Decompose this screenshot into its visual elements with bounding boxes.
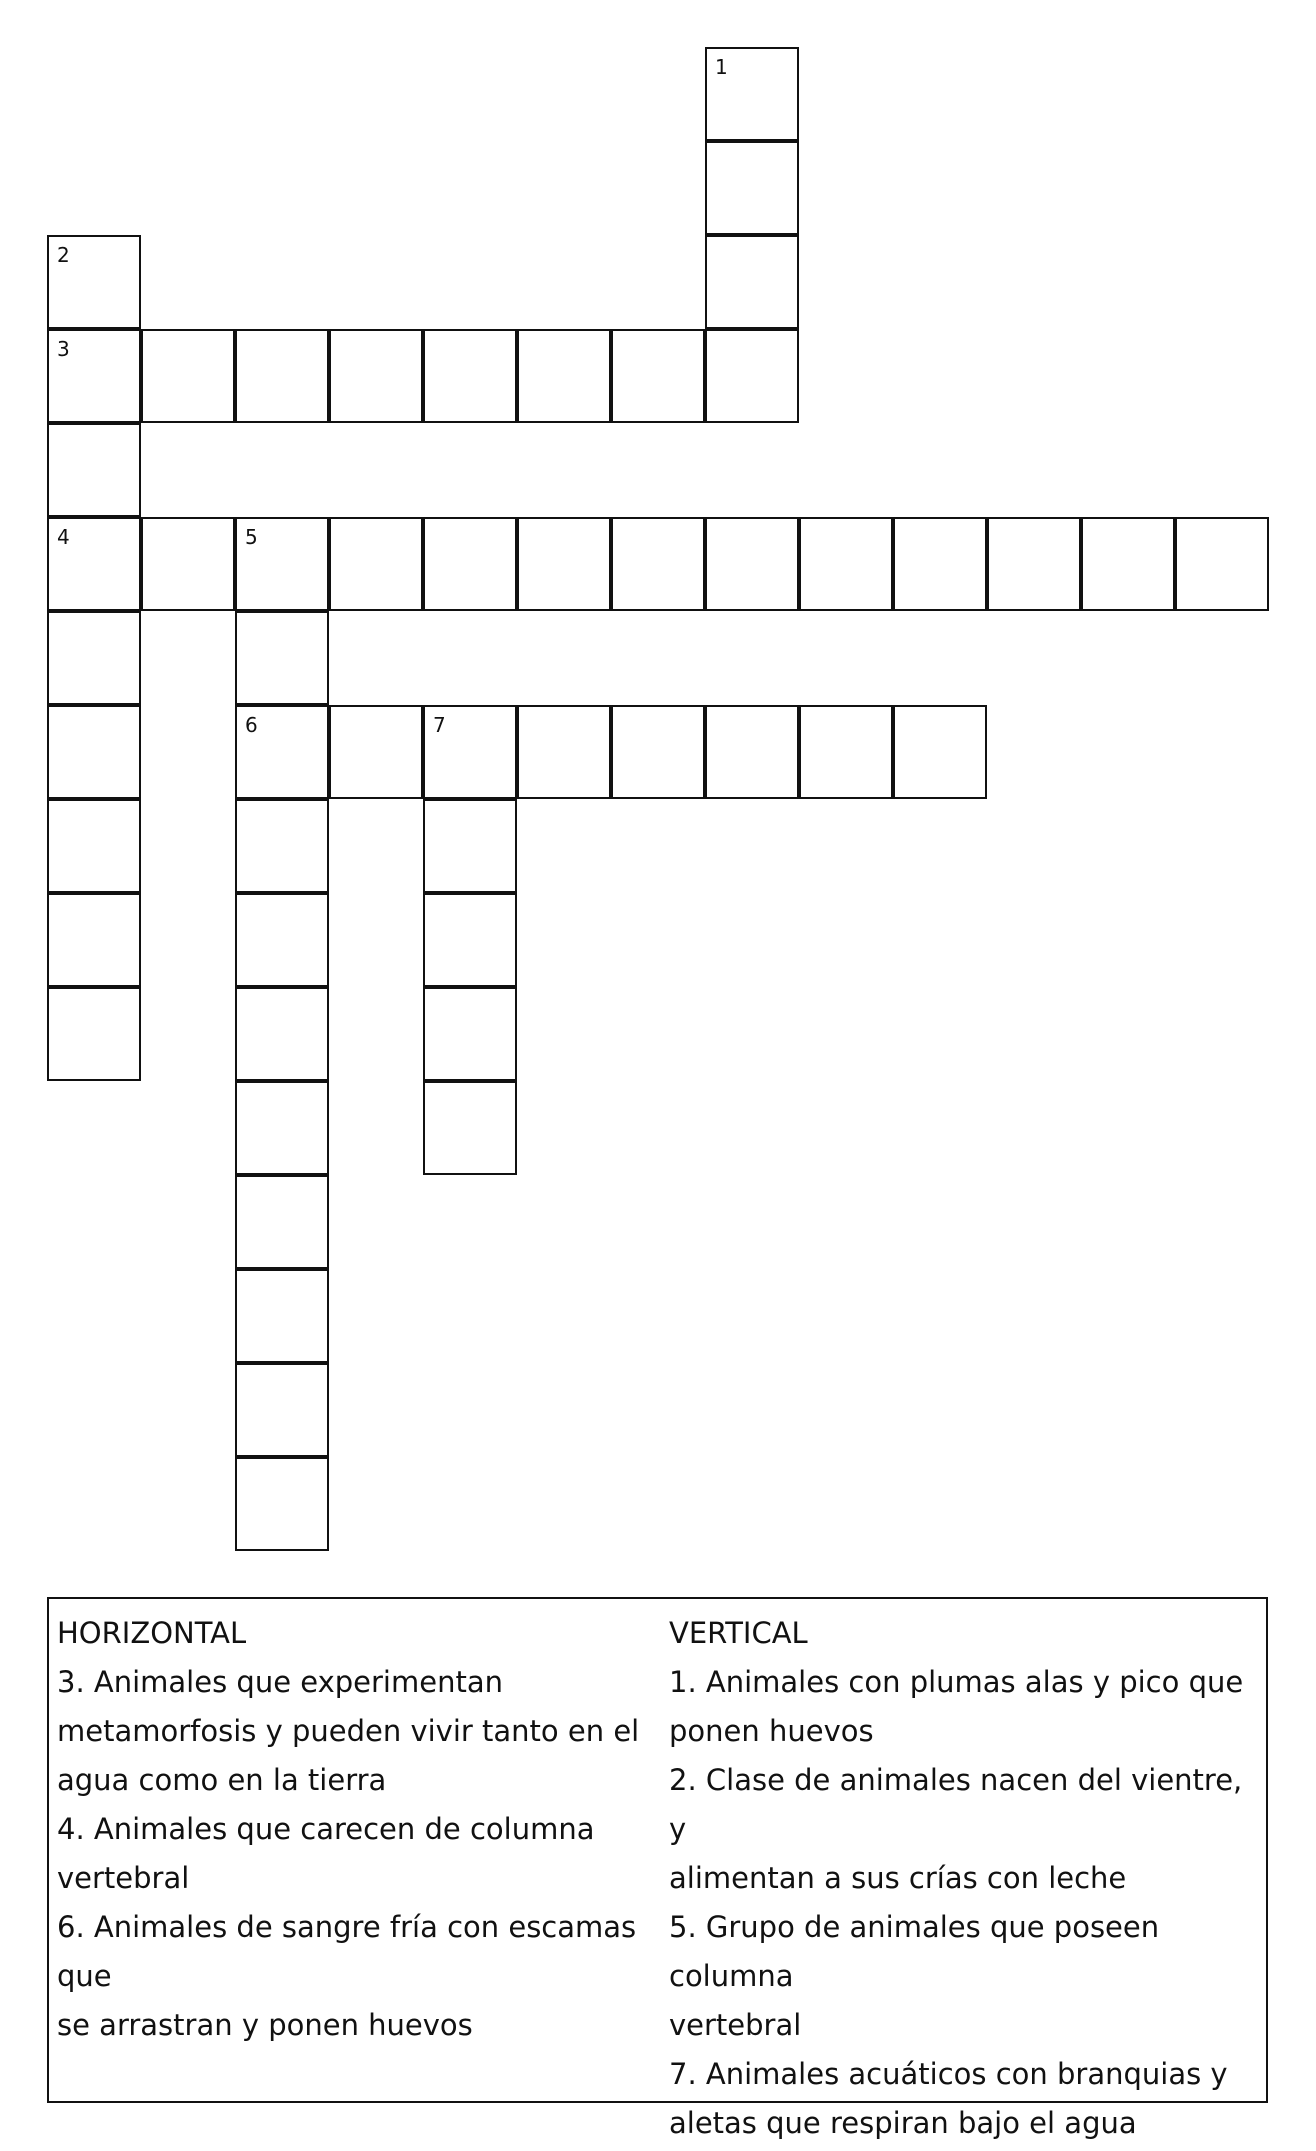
crossword-cell[interactable]	[235, 1081, 329, 1175]
clue-number: 6	[245, 713, 258, 737]
crossword-cell[interactable]	[235, 611, 329, 705]
clue-line: vertebral	[57, 1861, 190, 1895]
clue-line: vertebral	[669, 2008, 802, 2042]
crossword-cell[interactable]	[705, 47, 799, 141]
crossword-cell[interactable]	[329, 705, 423, 799]
crossword-cell[interactable]	[47, 611, 141, 705]
crossword-cell[interactable]	[235, 705, 329, 799]
crossword-cell[interactable]	[141, 517, 235, 611]
crossword-cell[interactable]	[235, 517, 329, 611]
crossword-cell[interactable]	[705, 141, 799, 235]
crossword-cell[interactable]	[705, 329, 799, 423]
crossword-cell[interactable]	[517, 705, 611, 799]
crossword-cell[interactable]	[47, 705, 141, 799]
clue-line: 7. Animales acuáticos con branquias y	[669, 2057, 1228, 2091]
crossword-cell[interactable]	[47, 423, 141, 517]
crossword-cell[interactable]	[799, 517, 893, 611]
clue-line: se arrastran y ponen huevos	[57, 2008, 473, 2042]
clue-line: 3. Animales que experimentan	[57, 1665, 503, 1699]
crossword-cell[interactable]	[611, 705, 705, 799]
crossword-cell[interactable]	[423, 329, 517, 423]
clue-line: metamorfosis y pueden vivir tanto en el	[57, 1714, 640, 1748]
crossword-cell[interactable]	[611, 517, 705, 611]
clue-number: 1	[715, 55, 728, 79]
clue-line: 4. Animales que carecen de columna	[57, 1812, 595, 1846]
crossword-cell[interactable]	[47, 235, 141, 329]
crossword-cell[interactable]	[611, 329, 705, 423]
clue-number: 5	[245, 525, 258, 549]
clue-number: 3	[57, 337, 70, 361]
vertical-clues	[669, 1609, 1259, 2148]
clue-line: 6. Animales de sangre fría con escamas que	[57, 1910, 637, 1993]
crossword-cell[interactable]	[47, 987, 141, 1081]
crossword-cell[interactable]	[235, 1269, 329, 1363]
crossword-cell[interactable]	[47, 517, 141, 611]
crossword-cell[interactable]	[987, 517, 1081, 611]
crossword-cell[interactable]	[893, 705, 987, 799]
crossword-cell[interactable]	[329, 329, 423, 423]
clue-line: aletas que respiran bajo el agua	[669, 2106, 1137, 2140]
clue-line: ponen huevos	[669, 1714, 874, 1748]
crossword-cell[interactable]	[799, 705, 893, 799]
clue-line: 2. Clase de animales nacen del vientre, y	[669, 1763, 1243, 1846]
crossword-cell[interactable]	[329, 517, 423, 611]
clue-line: agua como en la tierra	[57, 1763, 387, 1797]
crossword-cell[interactable]	[235, 1175, 329, 1269]
horizontal-heading: HORIZONTAL	[57, 1616, 247, 1650]
crossword-cell[interactable]	[517, 329, 611, 423]
crossword-cell[interactable]	[235, 1457, 329, 1551]
crossword-cell[interactable]	[423, 705, 517, 799]
clue-line: 1. Animales con plumas alas y pico que	[669, 1665, 1244, 1699]
clues-box	[47, 1597, 1268, 2140]
clue-number: 2	[57, 243, 70, 267]
crossword-cell[interactable]	[423, 987, 517, 1081]
crossword-cell[interactable]	[705, 517, 799, 611]
crossword-cell[interactable]	[141, 329, 235, 423]
crossword-cell[interactable]	[235, 987, 329, 1081]
clue-number: 7	[433, 713, 446, 737]
crossword-cell[interactable]	[517, 517, 611, 611]
crossword-cell[interactable]	[235, 893, 329, 987]
crossword-cell[interactable]	[423, 1081, 517, 1175]
crossword-cell[interactable]	[47, 893, 141, 987]
crossword-cell[interactable]	[235, 799, 329, 893]
horizontal-clues	[57, 1609, 657, 2050]
crossword-cell[interactable]	[235, 329, 329, 423]
clue-line: alimentan a sus crías con leche	[669, 1861, 1127, 1895]
crossword-cell[interactable]	[47, 799, 141, 893]
crossword-cell[interactable]	[893, 517, 987, 611]
crossword-cell[interactable]	[235, 1363, 329, 1457]
crossword-cell[interactable]	[423, 517, 517, 611]
crossword-cell[interactable]	[705, 705, 799, 799]
clue-line: 5. Grupo de animales que poseen columna	[669, 1910, 1160, 1993]
crossword-cell[interactable]	[1175, 517, 1269, 611]
crossword-cell[interactable]	[705, 235, 799, 329]
clue-number: 4	[57, 525, 70, 549]
crossword-cell[interactable]	[423, 799, 517, 893]
vertical-heading: VERTICAL	[669, 1616, 808, 1650]
crossword-cell[interactable]	[423, 893, 517, 987]
crossword-cell[interactable]	[1081, 517, 1175, 611]
crossword-cell[interactable]	[47, 329, 141, 423]
